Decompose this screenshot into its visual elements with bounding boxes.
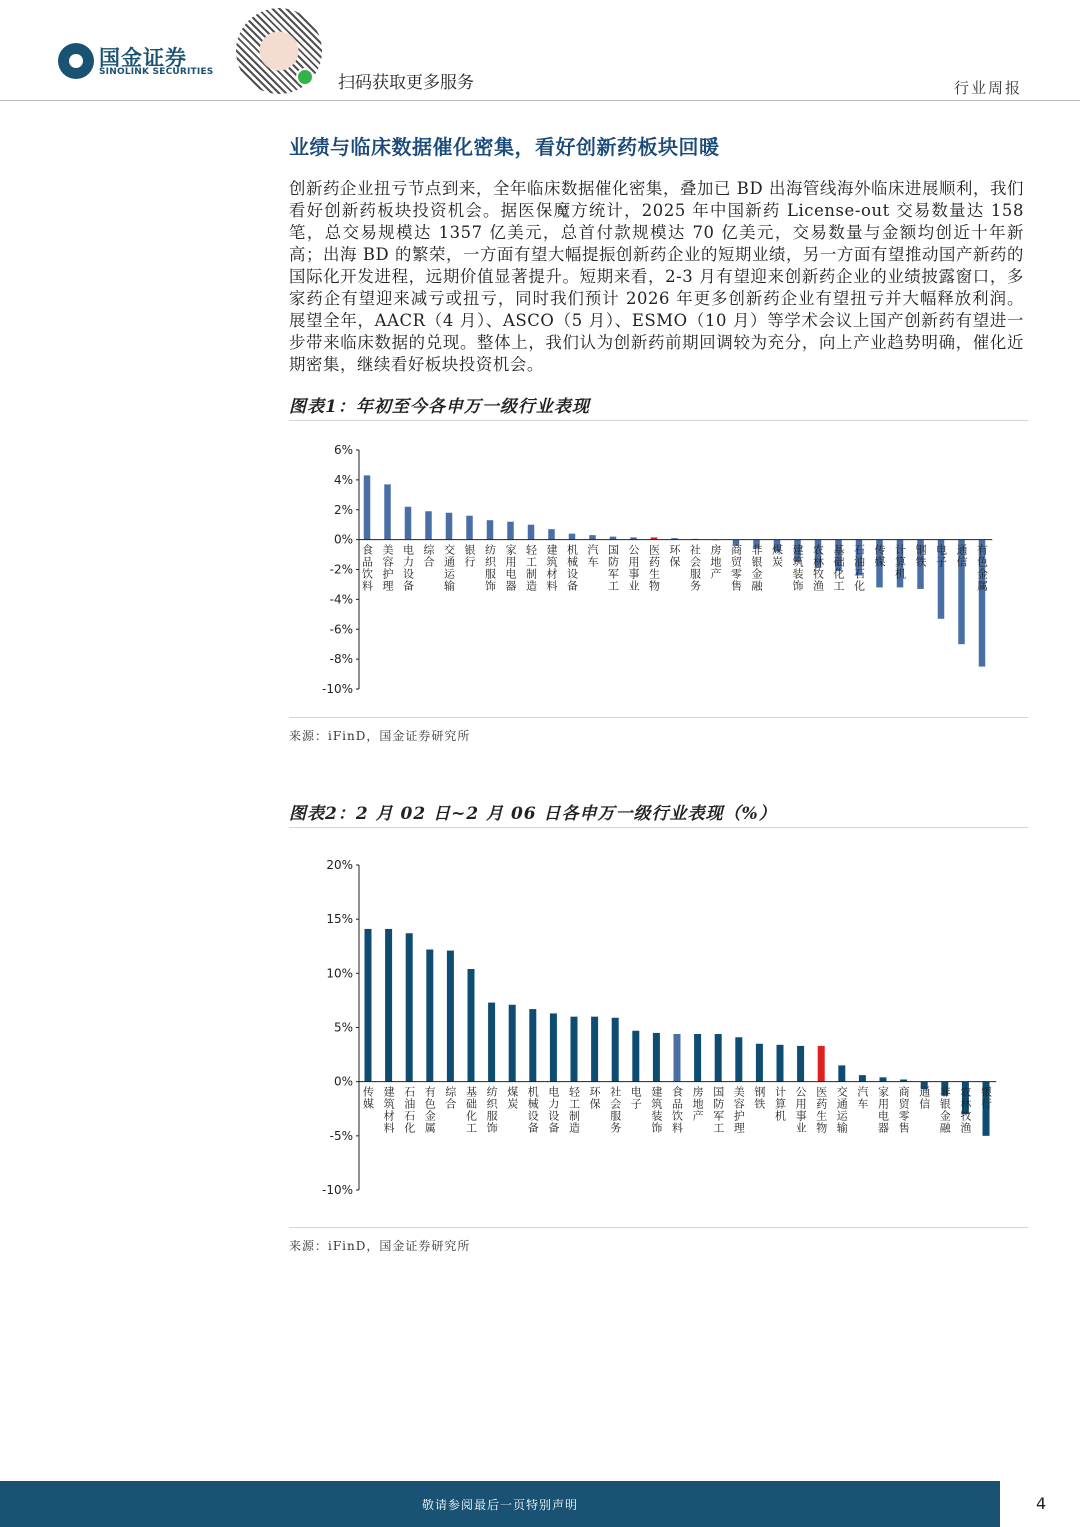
chart1-ytick-label: 0% bbox=[333, 532, 353, 547]
chart2-category-label: 银行 bbox=[979, 1085, 993, 1110]
chart1-ytick-label: -6% bbox=[329, 622, 353, 637]
chart2-bar bbox=[735, 1037, 742, 1081]
chart1-ytick-label: -4% bbox=[329, 592, 353, 607]
chart1-category-label: 综合 bbox=[422, 543, 435, 568]
chart2-bar bbox=[797, 1046, 804, 1082]
chart1-category-label: 机械设备 bbox=[565, 543, 579, 592]
chart2-bar bbox=[468, 969, 475, 1082]
chart1-category-label: 社会服务 bbox=[688, 543, 702, 592]
chart1-bar bbox=[589, 535, 596, 539]
chart2-bar bbox=[653, 1033, 660, 1082]
chart2-ytick-label: 20% bbox=[326, 858, 353, 872]
chart1-category-label: 钢铁 bbox=[914, 543, 927, 568]
chart2-bar bbox=[694, 1034, 701, 1082]
chart1-category-label: 煤炭 bbox=[770, 543, 784, 568]
figure2-bottom-rule bbox=[289, 1227, 1028, 1228]
figure1-title: 图表1：年初至今各申万一级行业表现 bbox=[289, 397, 590, 417]
logo-chinese-name: 国金证券 bbox=[99, 46, 187, 70]
chart1-category-label: 国防军工 bbox=[606, 543, 620, 592]
figure1-top-rule bbox=[289, 420, 1028, 421]
chart1-bar bbox=[384, 484, 391, 539]
chart2-category-label: 通信 bbox=[917, 1085, 931, 1110]
chart2-category-label: 商贸零售 bbox=[897, 1085, 911, 1134]
chart2-bar bbox=[859, 1075, 866, 1082]
figure2-bar-chart bbox=[289, 840, 1028, 1212]
chart1-ytick-label: 2% bbox=[333, 502, 353, 517]
chart1-category-label: 家用电器 bbox=[504, 543, 517, 592]
chart2-bar bbox=[550, 1013, 557, 1081]
chart2-category-label: 传媒 bbox=[361, 1085, 375, 1110]
chart2-category-label: 建筑装饰 bbox=[649, 1085, 663, 1134]
chart1-ytick-label: -2% bbox=[329, 562, 353, 577]
sinolink-logo-icon bbox=[58, 43, 94, 79]
chart2-bar bbox=[632, 1031, 639, 1082]
chart2-category-label: 轻工制造 bbox=[567, 1085, 581, 1134]
chart2-category-label: 煤炭 bbox=[505, 1085, 519, 1110]
chart1-category-label: 食品饮料 bbox=[360, 543, 374, 592]
qr-caption: 扫码获取更多服务 bbox=[338, 73, 474, 93]
page-header bbox=[0, 0, 1080, 101]
chart1-bar bbox=[548, 529, 555, 539]
figure2-top-rule bbox=[289, 827, 1028, 828]
chart1-category-label: 银行 bbox=[463, 543, 476, 568]
chart2-bar bbox=[674, 1034, 681, 1082]
chart1-bar bbox=[507, 522, 514, 540]
chart2-bar bbox=[447, 951, 454, 1082]
chart1-bar bbox=[405, 507, 412, 540]
section-title: 业绩与临床数据催化密集，看好创新药板块回暖 bbox=[289, 135, 720, 159]
chart1-category-label: 建筑材料 bbox=[545, 543, 558, 592]
chart1-ytick-label: 4% bbox=[333, 472, 353, 487]
chart2-bar bbox=[838, 1065, 845, 1081]
chart2-bar bbox=[426, 950, 433, 1082]
chart1-category-label: 非银金融 bbox=[750, 543, 763, 592]
chart1-category-label: 电力设备 bbox=[401, 543, 415, 592]
chart2-ytick-label: 15% bbox=[326, 912, 353, 927]
chart2-ytick-label: 10% bbox=[326, 966, 353, 981]
chart2-category-label: 医药生物 bbox=[814, 1085, 828, 1134]
chart1-category-label: 环保 bbox=[668, 543, 681, 568]
chart2-category-label: 社会服务 bbox=[608, 1085, 622, 1134]
chart2-category-label: 有色金属 bbox=[423, 1085, 437, 1134]
chart2-category-label: 食品饮料 bbox=[670, 1085, 684, 1134]
chart1-category-label: 房地产 bbox=[709, 543, 722, 580]
chart1-category-label: 交通运输 bbox=[442, 543, 456, 592]
chart1-bar bbox=[425, 511, 432, 539]
chart2-bar bbox=[365, 929, 372, 1082]
chart2-category-label: 纺织服饰 bbox=[485, 1085, 499, 1134]
chart1-category-label: 传媒 bbox=[873, 543, 886, 568]
figure1-bottom-rule bbox=[289, 717, 1028, 718]
chart2-bar bbox=[880, 1077, 887, 1081]
chart1-category-label: 基础化工 bbox=[832, 543, 845, 592]
chart1-bar bbox=[528, 525, 535, 540]
chart2-category-label: 环保 bbox=[588, 1085, 602, 1110]
chart1-category-label: 有色金属 bbox=[975, 543, 989, 592]
wechat-badge-icon bbox=[296, 68, 314, 86]
chart1-category-label: 汽车 bbox=[586, 543, 599, 568]
chart2-bar bbox=[818, 1046, 825, 1082]
chart1-category-label: 美容护理 bbox=[381, 543, 394, 592]
chart2-category-label: 钢铁 bbox=[752, 1085, 766, 1110]
chart2-bar bbox=[529, 1009, 536, 1082]
chart2-bar bbox=[777, 1045, 784, 1082]
chart1-category-label: 电子 bbox=[934, 543, 948, 568]
chart1-category-label: 轻工制造 bbox=[524, 543, 538, 592]
chart2-category-label: 综合 bbox=[443, 1085, 457, 1110]
chart2-bar bbox=[488, 1003, 495, 1082]
figure2-source: 来源：iFinD，国金证券研究所 bbox=[289, 1239, 471, 1253]
chart2-category-label: 电力设备 bbox=[546, 1085, 560, 1134]
chart2-bar bbox=[756, 1044, 763, 1082]
chart2-category-label: 非银金融 bbox=[938, 1085, 952, 1134]
chart2-category-label: 石油石化 bbox=[402, 1085, 416, 1134]
figure2-title: 图表2：2 月 02 日~2 月 06 日各申万一级行业表现（%） bbox=[289, 804, 777, 824]
chart1-category-label: 农林牧渔 bbox=[811, 543, 825, 592]
chart2-category-label: 基础化工 bbox=[464, 1085, 478, 1134]
chart1-bar bbox=[466, 516, 473, 540]
chart2-category-label: 农林牧渔 bbox=[958, 1085, 972, 1134]
chart1-category-label: 建筑装饰 bbox=[791, 543, 804, 592]
chart2-bar bbox=[406, 933, 413, 1081]
figure1-bar-chart bbox=[289, 426, 1028, 708]
chart2-ytick-label: 5% bbox=[333, 1020, 353, 1035]
chart2-bar bbox=[571, 1017, 578, 1082]
chart2-category-label: 机械设备 bbox=[526, 1085, 540, 1134]
chart1-ytick-label: -8% bbox=[329, 652, 353, 667]
chart1-category-label: 公用事业 bbox=[627, 543, 640, 592]
chart2-bar bbox=[715, 1034, 722, 1082]
chart2-category-label: 计算机 bbox=[773, 1085, 787, 1122]
chart1-category-label: 石油石化 bbox=[852, 543, 866, 592]
chart1-category-label: 纺织服饰 bbox=[483, 543, 497, 592]
figure1-source: 来源：iFinD，国金证券研究所 bbox=[289, 729, 471, 743]
chart2-bar bbox=[591, 1017, 598, 1082]
chart2-category-label: 汽车 bbox=[855, 1085, 869, 1110]
chart2-bar bbox=[385, 929, 392, 1082]
page-number: 4 bbox=[1036, 1494, 1047, 1513]
chart1-ytick-label: -10% bbox=[321, 682, 353, 696]
chart2-ytick-label: 0% bbox=[333, 1074, 353, 1089]
chart1-bar bbox=[487, 520, 494, 539]
footer-disclaimer: 敬请参阅最后一页特别声明 bbox=[421, 1498, 578, 1512]
chart2-bar bbox=[509, 1005, 516, 1082]
chart1-category-label: 通信 bbox=[955, 543, 968, 568]
chart2-category-label: 国防军工 bbox=[711, 1085, 725, 1134]
chart2-category-label: 电子 bbox=[629, 1085, 643, 1110]
report-type-label: 行业周报 bbox=[953, 79, 1022, 97]
chart2-category-label: 交通运输 bbox=[835, 1085, 849, 1134]
section-paragraph: 创新药企业扭亏节点到来，全年临床数据催化密集，叠加已 BD 出海管线海外临床进展顺利，我们看好创新药板块投资机会。据医保魔方统计，2025 年中国新药 License-out 交易数量达 158 笔，总交易规模达 1357 亿美元，总首付款规模达 70 亿美元，交易数量与金额均创近十年新高；出海 BD 的繁荣，一方面有望大幅提振创新药企业的短期业绩，另一方面有望推动国产新药的国际化开发进程，远期价值显著提升。短期来看，2-3 月有望迎来创新药企业的业绩披露窗口，多家药企有望迎来减亏或扭亏，同时我们预计 2026 年更多创新药企业有望扭亏并大幅释放利润。展望全年，AACR（4 月）、ASCO（5 月）、ESMO（10 月）等学术会议上国产创新药有望进一步带来临床数据的兑现。整体上，我们认为创新药前期回调较为充分，向上产业趋势明确，催化近期密集，继续看好板块投资机会。 bbox=[289, 179, 1024, 374]
chart1-category-label: 计算机 bbox=[893, 543, 907, 580]
chart2-category-label: 建筑材料 bbox=[382, 1085, 396, 1134]
chart2-category-label: 房地产 bbox=[691, 1085, 705, 1122]
chart2-ytick-label: -5% bbox=[329, 1128, 353, 1143]
chart1-ytick-label: 6% bbox=[333, 443, 353, 457]
logo-english-name: SINOLINK SECURITIES bbox=[99, 67, 214, 77]
chart2-ytick-label: -10% bbox=[321, 1183, 353, 1197]
chart2-category-label: 公用事业 bbox=[794, 1085, 808, 1134]
chart1-bar bbox=[364, 475, 371, 539]
chart1-bar bbox=[446, 513, 453, 540]
chart2-bar bbox=[612, 1018, 619, 1082]
chart1-category-label: 商贸零售 bbox=[729, 543, 743, 592]
chart2-category-label: 美容护理 bbox=[732, 1085, 746, 1134]
chart1-category-label: 医药生物 bbox=[647, 543, 661, 592]
chart2-category-label: 家用电器 bbox=[876, 1085, 890, 1134]
chart1-bar bbox=[569, 534, 576, 540]
